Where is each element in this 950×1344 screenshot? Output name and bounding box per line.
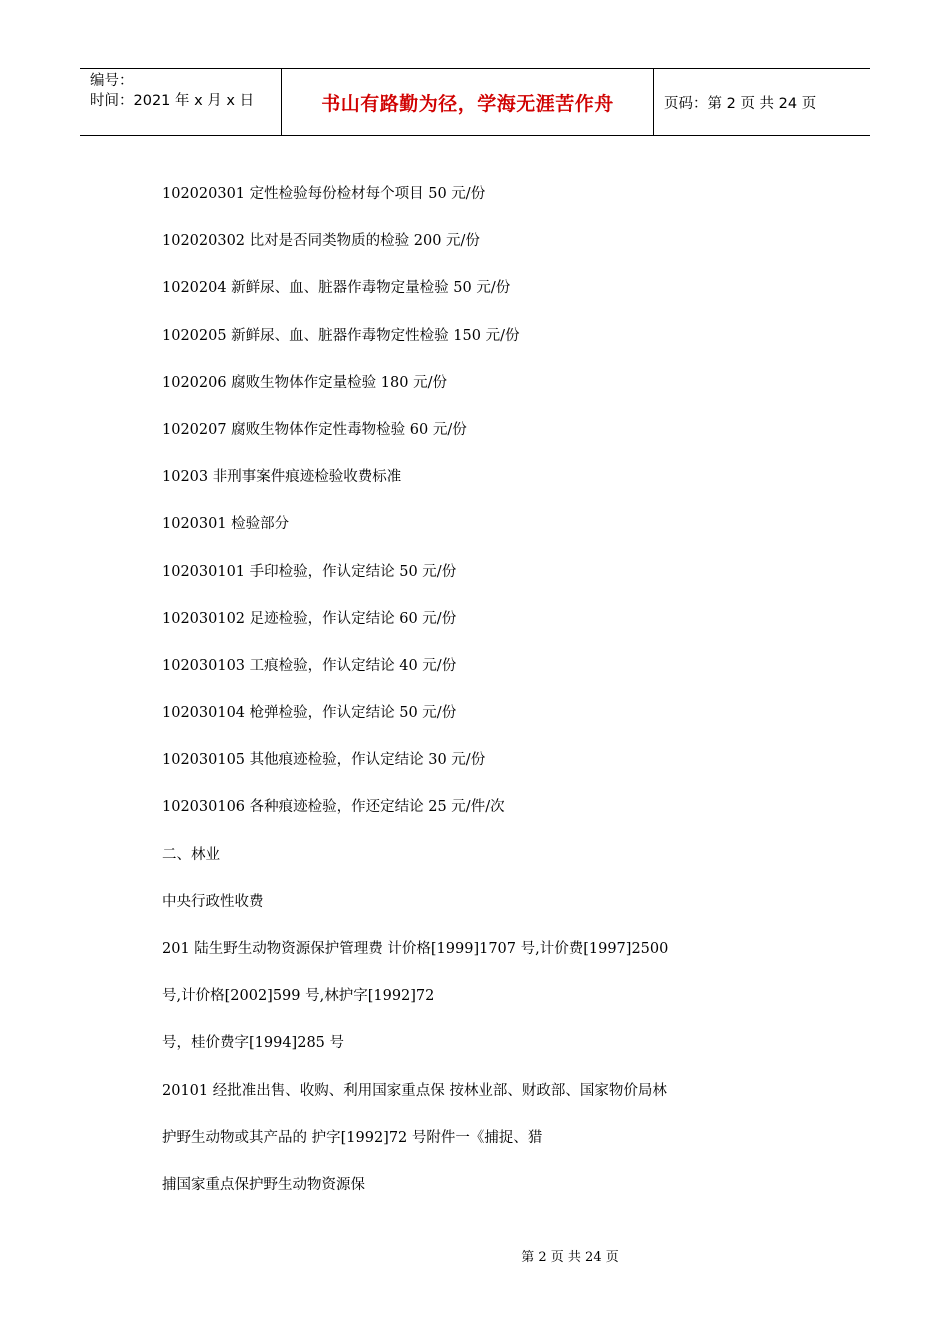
body-line: 1020206 腐败生物体作定量检验 180 元/份 <box>162 374 447 391</box>
header-page-info: 页码：第 2 页 共 24 页 <box>664 95 817 112</box>
body-line: 102030104 枪弹检验，作认定结论 50 元/份 <box>162 705 457 722</box>
body-line: 102030103 工痕检验，作认定结论 40 元/份 <box>162 657 457 674</box>
header-meta <box>80 69 282 135</box>
body-line: 1020301 检验部分 <box>162 516 290 533</box>
body-line: 1020205 新鲜尿、血、脏器作毒物定性检验 150 元/份 <box>162 327 520 344</box>
body-line: 102030106 各种痕迹检验，作还定结论 25 元/件/次 <box>162 799 505 816</box>
section-heading: 二、林业 <box>162 846 220 863</box>
body-line: 号，桂价费字[1994]285 号 <box>162 1035 344 1052</box>
document-date: 时间：2021 年 x 月 x 日 <box>90 93 255 109</box>
body-line: 102020301 定性检验每份检材每个项目 50 元/份 <box>162 186 486 202</box>
body-line: 护野生动物或其产品的 护字[1992]72 号附件一《捕捉、猎 <box>162 1129 543 1146</box>
page-footer: 第 2 页 共 24 页 <box>521 1250 619 1265</box>
page-header <box>80 68 870 136</box>
body-line: 1020207 腐败生物体作定性毒物检验 60 元/份 <box>162 421 467 438</box>
body-line: 102030101 手印检验，作认定结论 50 元/份 <box>162 563 457 580</box>
subsection-heading: 中央行政性收费 <box>162 893 264 910</box>
body-line: 20101 经批准出售、收购、利用国家重点保 按林业部、财政部、国家物价局林 <box>162 1082 667 1099</box>
header-motto: 书山有路勤为径，学海无涯苦作舟 <box>282 69 654 135</box>
body-line: 10203 非刑事案件痕迹检验收费标准 <box>162 469 402 486</box>
body-line: 捕国家重点保护野生动物资源保 <box>162 1176 365 1193</box>
document-number-label: 编号： <box>90 73 134 89</box>
body-line: 201 陆生野生动物资源保护管理费 计价格[1999]1707 号,计价费[1997]2500 <box>162 941 669 957</box>
body-line: 1020204 新鲜尿、血、脏器作毒物定量检验 50 元/份 <box>162 280 511 297</box>
body-line: 102030105 其他痕迹检验，作认定结论 30 元/份 <box>162 752 486 769</box>
document-body <box>162 180 862 1218</box>
body-line: 102020302 比对是否同类物质的检验 200 元/份 <box>162 233 480 250</box>
body-line: 号,计价格[2002]599 号,林护字[1992]72 <box>162 988 435 1005</box>
body-line: 102030102 足迹检验，作认定结论 60 元/份 <box>162 610 457 627</box>
